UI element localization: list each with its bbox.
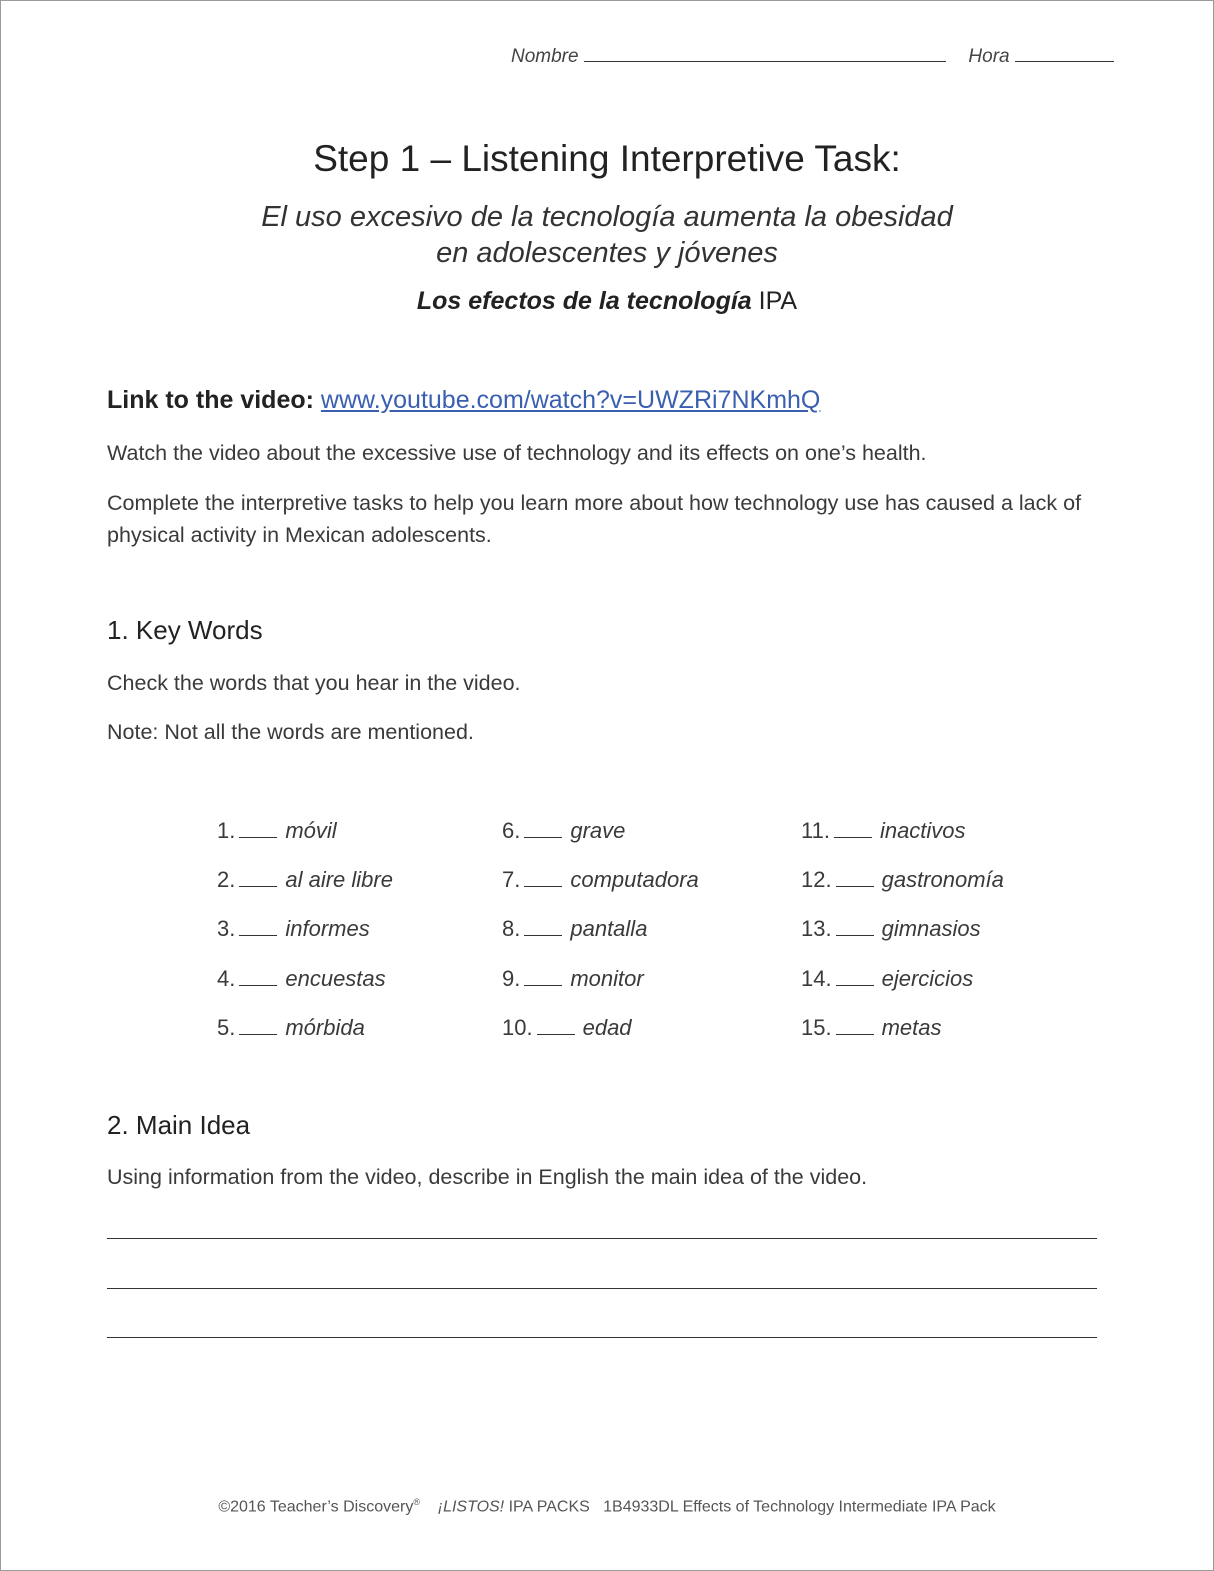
hour-label: Hora bbox=[968, 46, 1010, 67]
name-label: Nombre bbox=[511, 46, 579, 67]
footer-brand: ¡LISTOS! bbox=[437, 1498, 505, 1516]
page-footer bbox=[0, 1497, 1214, 1516]
key-word-item[interactable]: 1. móvil bbox=[217, 818, 337, 843]
key-word-item[interactable]: 14. ejercicios bbox=[801, 966, 974, 991]
key-word-item[interactable]: 13. gimnasios bbox=[801, 916, 981, 941]
video-link[interactable]: www.youtube.com/watch?v=UWZRi7NKmhQ bbox=[320, 386, 821, 414]
check-blank[interactable] bbox=[239, 921, 277, 936]
check-blank[interactable] bbox=[834, 823, 872, 838]
check-blank[interactable] bbox=[524, 971, 562, 986]
check-blank[interactable] bbox=[239, 1020, 277, 1035]
check-blank[interactable] bbox=[524, 872, 562, 887]
video-link-label: Link to the video: bbox=[107, 386, 314, 414]
key-word-item[interactable]: 6. grave bbox=[502, 818, 626, 843]
key-word-item[interactable]: 7. computadora bbox=[502, 867, 699, 892]
check-blank[interactable] bbox=[239, 872, 277, 887]
ipa-title-suffix: IPA bbox=[758, 287, 798, 315]
check-blank[interactable] bbox=[239, 971, 277, 986]
name-field[interactable] bbox=[584, 47, 946, 62]
check-blank[interactable] bbox=[524, 921, 562, 936]
check-blank[interactable] bbox=[836, 921, 874, 936]
answer-line[interactable] bbox=[107, 1337, 1097, 1338]
check-blank[interactable] bbox=[836, 971, 874, 986]
subtitle-line-2: en adolescentes y jóvenes bbox=[436, 237, 778, 269]
check-blank[interactable] bbox=[836, 1020, 874, 1035]
intro-paragraph-1: Watch the video about the excessive use of technology and its effects on one’s health. bbox=[107, 441, 927, 465]
key-word-item[interactable]: 9. monitor bbox=[502, 966, 644, 991]
video-link-line bbox=[107, 386, 820, 415]
key-word-item[interactable]: 3. informes bbox=[217, 916, 370, 941]
key-words-note: Note: Not all the words are mentioned. bbox=[107, 720, 474, 744]
key-words-instruction: Check the words that you hear in the video. bbox=[107, 671, 521, 695]
key-word-item[interactable]: 5. mórbida bbox=[217, 1015, 365, 1040]
ipa-title bbox=[0, 287, 1214, 316]
main-idea-heading: 2. Main Idea bbox=[107, 1110, 251, 1140]
check-blank[interactable] bbox=[239, 823, 277, 838]
footer-product: IPA PACKS 1B4933DL Effects of Technology Intermediate IPA Pack bbox=[508, 1498, 996, 1516]
main-idea-instruction: Using information from the video, describe in English the main idea of the video. bbox=[107, 1165, 868, 1189]
page-title: Step 1 – Listening Interpretive Task: bbox=[313, 138, 901, 179]
intro-paragraph-2: Complete the interpretive tasks to help you learn more about how technology use has caused a lack of physical activity in Mexican adolescents. bbox=[107, 491, 1082, 547]
ipa-title-italic: Los efectos de la tecnología bbox=[416, 287, 752, 315]
footer-copyright: ©2016 Teacher’s Discovery bbox=[218, 1498, 414, 1516]
check-blank[interactable] bbox=[836, 872, 874, 887]
answer-line[interactable] bbox=[107, 1288, 1097, 1289]
key-words-heading: 1. Key Words bbox=[107, 615, 263, 645]
subtitle-line-1: El uso excesivo de la tecnología aumenta la obesidad bbox=[261, 201, 953, 233]
key-word-item[interactable]: 12. gastronomía bbox=[801, 867, 1004, 892]
key-word-item[interactable]: 2. al aire libre bbox=[217, 867, 393, 892]
check-blank[interactable] bbox=[537, 1020, 575, 1035]
key-word-item[interactable]: 4. encuestas bbox=[217, 966, 386, 991]
key-word-item[interactable]: 8. pantalla bbox=[502, 916, 648, 941]
key-word-item[interactable]: 11. inactivos bbox=[801, 818, 966, 843]
name-hour-header bbox=[511, 46, 1114, 68]
check-blank[interactable] bbox=[524, 823, 562, 838]
answer-line[interactable] bbox=[107, 1238, 1097, 1239]
page-subtitle bbox=[0, 199, 1214, 271]
registered-mark: ® bbox=[413, 1497, 420, 1507]
key-word-item[interactable]: 15. metas bbox=[801, 1015, 942, 1040]
key-word-item[interactable]: 10. edad bbox=[502, 1015, 632, 1040]
hour-field[interactable] bbox=[1015, 47, 1114, 62]
